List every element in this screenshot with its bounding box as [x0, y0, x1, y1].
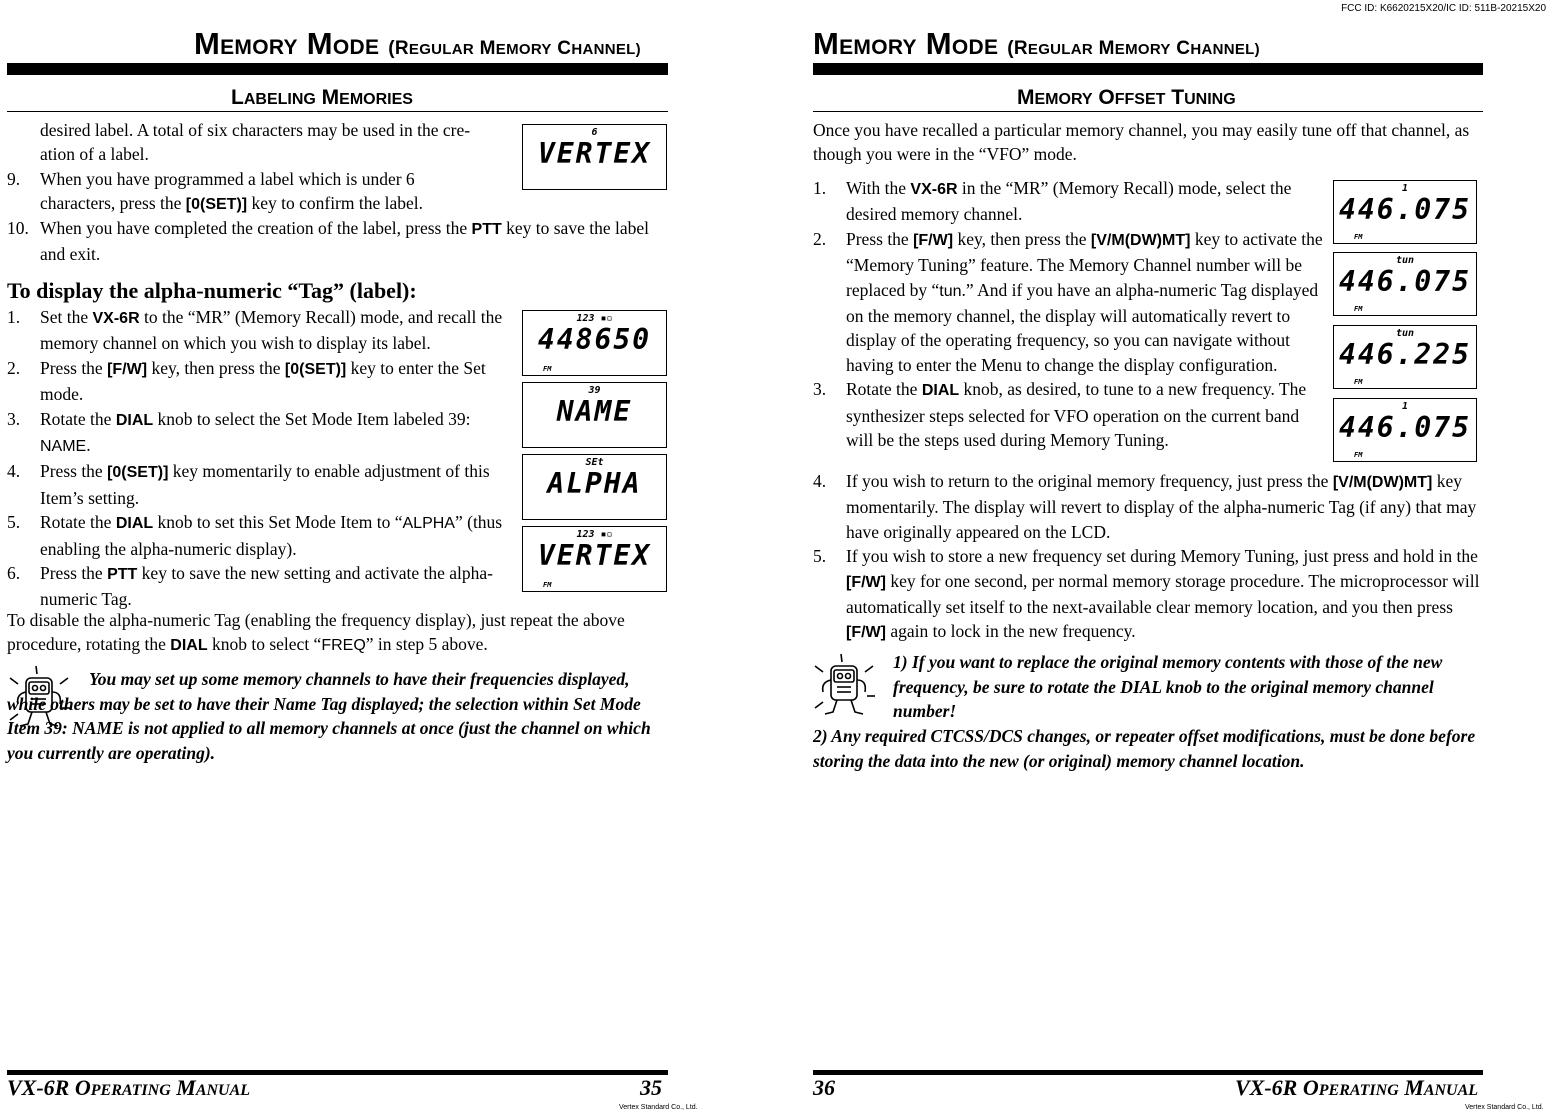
fcc-id: FCC ID: K6620215X20/IC ID: 511B-20215X20 — [1341, 3, 1546, 14]
page-title: MEMORY MODE (REGULAR MEMORY CHANNEL) — [813, 26, 1260, 61]
lcd-display: 39 NAME — [522, 382, 667, 448]
subheading-display-tag: To display the alpha-numeric “Tag” (label): — [7, 278, 417, 303]
lcd-display: 123 ▪▫ VERTEX FM — [522, 526, 667, 592]
page-number: 35 — [640, 1075, 662, 1100]
tip-note-1: 1) If you want to replace the original memory contents with those of the new frequency, be sure to rotate the DIAL knob to the original memory channel number! — [893, 652, 1443, 721]
lcd-display: 1 446.075 FM — [1333, 180, 1477, 244]
section-title: LABELING MEMORIES — [231, 86, 413, 109]
list-item: 3. Rotate the DIAL knob to select the Set Mode Item labeled 39: NAME. — [7, 408, 471, 456]
tip-note-2: 2) Any required CTCSS/DCS changes, or repeater offset modifications, must be done before storing the data into the new (or original) memory channel location. — [813, 726, 1476, 771]
lcd-display: SEt ALPHA — [522, 454, 667, 520]
continued-text: desired label. A total of six characters may be used in the cre- ation of a label. — [40, 120, 471, 165]
section-rule — [7, 111, 668, 112]
step-10: 10. When you have completed the creation of the label, press the PTT key to save the label and exit. — [7, 218, 649, 265]
step-9: 9. When you have programmed a label which is under 6 characters, press the [0(SET)] key to confirm the label. — [7, 169, 424, 214]
list-item: 2. Press the [F/W] key, then press the [V/M(DW)MT] key to activate the “Memory Tuning” feature. The Memory Channel number will be replaced by “tun.” And if you have an alpha-numeric Tag displayed on the memory channel, the display will automatically revert to display of the operating frequency, so you can navigate without having to enter the Menu to change the display configuration. — [813, 228, 1323, 375]
lcd-display: tun 446.075 FM — [1333, 252, 1477, 316]
footer-manual-title: VX-6R OPERATING MANUAL — [1235, 1075, 1479, 1100]
lcd-display: 1 446.075 FM — [1333, 398, 1477, 462]
title-rule — [7, 63, 668, 75]
page-title: MEMORY MODE (REGULAR MEMORY CHANNEL) — [194, 26, 641, 61]
footer-manual-title: VX-6R OPERATING MANUAL — [7, 1075, 251, 1100]
offset-steps-a — [813, 176, 1323, 452]
list-item: 5. If you wish to store a new frequency set during Memory Tuning, just press and hold in the [F/W] key for one second, per normal memory storage procedure. The microprocessor will automatically set itself to the next-available clear memory location, and you then press [F/W] again to lock in the new frequency. — [813, 546, 1480, 642]
lcd-display: 6 VERTEX — [522, 124, 667, 190]
disable-paragraph: To disable the alpha-numeric Tag (enabling the frequency display), just repeat the above procedure, rotating the DIAL knob to select “FREQ” in step 5 above. — [7, 610, 625, 655]
list-item: 1. Set the VX-6R to the “MR” (Memory Recall) mode, and recall the memory channel on which you wish to display its label. — [7, 307, 503, 354]
offset-steps-b — [813, 469, 1485, 646]
section-rule — [813, 111, 1483, 112]
list-item: 4. If you wish to return to the original memory frequency, just press the [V/M(DW)MT] key momentarily. The display will revert to display of the alpha-numeric Tag (if any) that may have originally appeared on the LCD. — [813, 471, 1477, 542]
mascot-icon — [811, 652, 879, 718]
list-item: 3. Rotate the DIAL knob, as desired, to tune to a new frequency. The synthesizer steps selected for VFO operation on the current band will be the steps used during Memory Tuning. — [813, 379, 1307, 451]
page-36 — [805, 0, 1552, 1115]
vertex-credit: Vertex Standard Co., Ltd. — [619, 1104, 698, 1111]
list-item: 5. Rotate the DIAL knob to set this Set Mode Item to “ALPHA” (thus enabling the alpha-numeric display). — [7, 512, 503, 559]
tag-steps — [7, 305, 512, 612]
page-number: 36 — [813, 1075, 835, 1100]
intro-paragraph: Once you have recalled a particular memory channel, you may easily tune off that channel, as though you were in the “VFO” mode. — [813, 120, 1470, 165]
list-item: 4. Press the [0(SET)] key momentarily to enable adjustment of this Item’s setting. — [7, 461, 490, 508]
list-item: 1. With the VX-6R in the “MR” (Memory Recall) mode, select the desired memory channel. — [813, 178, 1292, 225]
list-item: 2. Press the [F/W] key, then press the [0(SET)] key to enter the Set mode. — [7, 357, 486, 405]
lcd-display: 123 ▪▫ 448650 FM — [522, 310, 667, 376]
lcd-display: tun 446.225 FM — [1333, 325, 1477, 389]
section-title: MEMORY OFFSET TUNING — [1017, 86, 1236, 109]
page-35 — [0, 0, 700, 1115]
title-rule — [813, 63, 1483, 75]
list-item: 6. Press the PTT key to save the new setting and activate the alpha-numeric Tag. — [7, 563, 493, 610]
vertex-credit: Vertex Standard Co., Ltd. — [1465, 1104, 1544, 1111]
tip-note: You may set up some memory channels to have their frequencies displayed, while others may be set to have their Name Tag displayed; the selection within Set Mode Item 39: NAME is not applied to all memory channels at once (just the channel on which you currently are operating). — [7, 669, 651, 763]
